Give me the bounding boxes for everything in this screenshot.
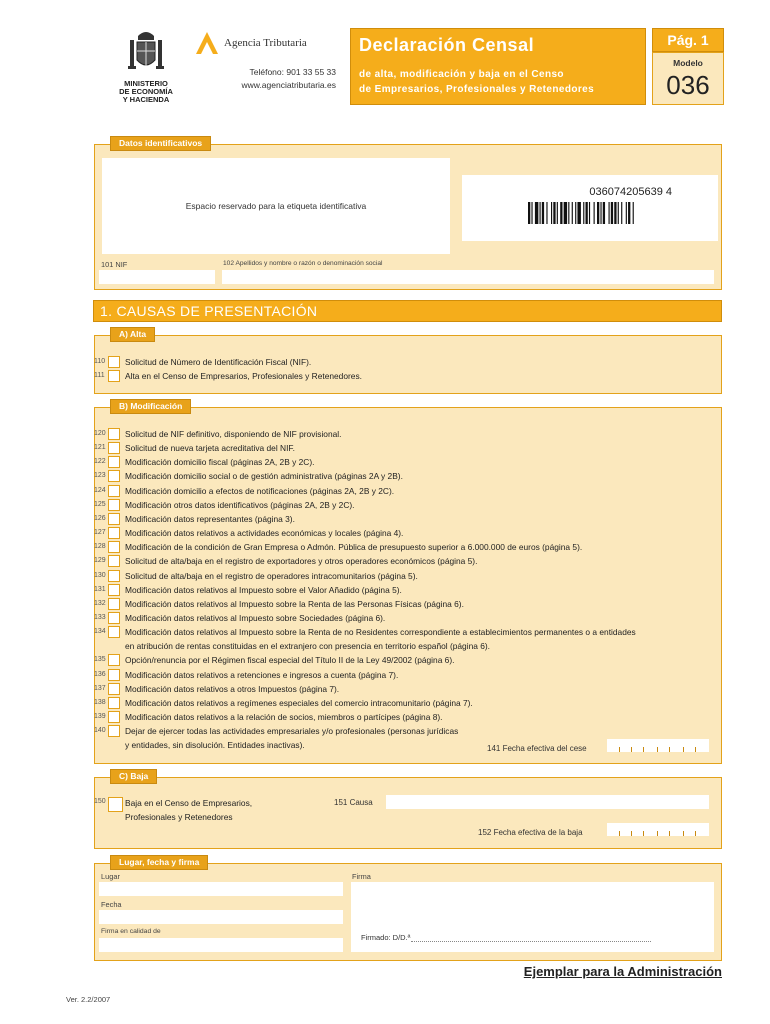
barcode-area (462, 175, 718, 241)
modificacion-checkbox[interactable] (108, 570, 120, 582)
barcode-bar (583, 202, 584, 224)
modificacion-item-number: 133 (94, 613, 106, 621)
name-field[interactable] (222, 270, 714, 284)
version-label: Ver. 2.2/2007 (66, 995, 111, 1004)
calidad-label: Firma en calidad de (101, 928, 161, 935)
modificacion-item (94, 583, 714, 597)
modificacion-item (94, 597, 714, 611)
modificacion-checkbox[interactable] (108, 683, 120, 695)
label-reserved-area (102, 158, 450, 254)
firma-label: Firma (352, 872, 371, 881)
fecha-baja-field[interactable] (607, 823, 709, 836)
modificacion-item (94, 455, 714, 469)
page-number-badge (652, 28, 724, 52)
modificacion-checkbox[interactable] (108, 470, 120, 482)
modificacion-checkbox[interactable] (108, 428, 120, 440)
modificacion-checkbox[interactable] (108, 669, 120, 681)
agency-phone: Teléfono: 901 33 55 33 (249, 67, 336, 77)
modificacion-item-number: 134 (94, 628, 106, 636)
modificacion-item (94, 611, 714, 625)
modificacion-checkbox[interactable] (108, 555, 120, 567)
modificacion-item-number: 131 (94, 585, 106, 593)
barcode-bar (609, 202, 610, 224)
modificacion-item-number: 128 (94, 543, 106, 551)
barcode-bar (575, 202, 576, 224)
alta-item (94, 355, 714, 369)
barcode-bar (564, 202, 567, 224)
barcode-bar (531, 202, 532, 224)
modificacion-checkbox[interactable] (108, 711, 120, 723)
barcode-bar (586, 202, 588, 224)
modificacion-item-number: 137 (94, 684, 106, 692)
modificacion-item-number: 132 (94, 599, 106, 607)
modificacion-item-number: 139 (94, 713, 106, 720)
barcode-bar (535, 202, 538, 224)
causa-field[interactable] (386, 795, 709, 809)
barcode-bar (528, 202, 530, 224)
modificacion-item-text: y entidades, sin disolución. Entidades inactivas). (125, 740, 305, 751)
datos-identificativos-tab: Datos identificativos (110, 136, 211, 151)
modificacion-item-number: 120 (94, 430, 106, 437)
ministry-name: MINISTERIO DE ECONOMÍA Y HACIENDA (119, 79, 173, 104)
barcode-bar (542, 202, 544, 224)
modificacion-item-text: Opción/renuncia por el Régimen fiscal especial del Título II de la Ley 49/2002 (página 6). (125, 655, 455, 666)
alta-item-number: 111 (94, 372, 105, 380)
alta-tab: A) Alta (110, 327, 155, 342)
baja-text-line1: Baja en el Censo de Empresarios, (125, 798, 253, 808)
fecha-label: Fecha (101, 900, 122, 909)
baja-text-line2: Profesionales y Retenedores (125, 812, 233, 822)
barcode-bar (546, 202, 547, 224)
barcode-bar (600, 202, 601, 224)
modificacion-item-text: Solicitud de alta/baja en el registro de operadores intracomunitarios (página 5). (125, 570, 418, 581)
barcode-bar (557, 202, 558, 224)
modificacion-tab: B) Modificación (110, 399, 191, 414)
modificacion-checkbox[interactable] (108, 527, 120, 539)
agencia-tributaria-logo (194, 30, 220, 56)
barcode-bar (577, 202, 580, 224)
barcode-bar (628, 202, 630, 224)
modificacion-item-text: Solicitud de nueva tarjeta acreditativa del NIF. (125, 443, 295, 454)
lugar-field[interactable] (99, 882, 343, 896)
label-reserved-text: Espacio reservado para la etiqueta identificativa (185, 201, 367, 211)
modificacion-item-text: Modificación domicilio fiscal (páginas 2A, 2B y 2C). (125, 457, 315, 468)
form-title-box (350, 28, 646, 105)
modificacion-item (94, 512, 714, 526)
ejemplar-label: Ejemplar para la Administración (523, 964, 722, 979)
barcode-bar (621, 202, 622, 224)
modificacion-item-text: Modificación de la condición de Gran Empresa o Admón. Pública de presupuesto superior a 6.000.000 de euros (página 5). (125, 542, 583, 553)
modificacion-item-text: Modificación datos relativos al Impuesto sobre la Renta de las Personas Físicas (página 6). (125, 598, 464, 609)
modificacion-item-text: en atribución de rentas constituidas en el extranjero con presencia en territorio español (página 6). (125, 641, 490, 652)
firma-tab: Lugar, fecha y firma (110, 855, 208, 870)
barcode-bar (540, 202, 541, 224)
lugar-label: Lugar (101, 872, 120, 881)
modificacion-checkbox[interactable] (108, 697, 120, 709)
barcode-bar (551, 202, 552, 224)
modificacion-checkbox[interactable] (108, 513, 120, 525)
ministry-logo (108, 26, 184, 110)
modificacion-item (94, 554, 714, 568)
modificacion-item-text: Modificación datos relativos al Impuesto sobre la Renta de no Residentes correspondiente a establecimientos permanentes o a entidades (125, 627, 636, 638)
modificacion-item-text: Modificación datos relativos al Impuesto sobre Sociedades (página 6). (125, 612, 386, 623)
modificacion-checkbox[interactable] (108, 654, 120, 666)
agency-name: Agencia Tributaria (224, 37, 307, 49)
fecha-field[interactable] (99, 910, 343, 924)
modificacion-item-text: Modificación datos relativos a regímenes especiales del comercio intracomunitario (página 7). (125, 697, 473, 708)
barcode-bar (589, 202, 590, 224)
modificacion-item (94, 682, 714, 696)
modificacion-item-number: 122 (94, 458, 106, 466)
section-1-title: 1. CAUSAS DE PRESENTACIÓN (100, 303, 318, 319)
barcode-bar (568, 202, 569, 224)
form-title: Declaración Censal (359, 35, 535, 55)
modificacion-checkbox[interactable] (108, 442, 120, 454)
modificacion-item (94, 540, 714, 554)
barcode-bar (626, 202, 627, 224)
modificacion-item-number: 125 (94, 500, 106, 508)
fecha-cese-field[interactable] (607, 739, 709, 752)
modificacion-item (94, 653, 714, 667)
modificacion-item (94, 526, 714, 540)
modificacion-checkbox[interactable] (108, 541, 120, 553)
modificacion-item-text: Modificación datos representantes (página 3). (125, 513, 295, 524)
form-subtitle-line2: de Empresarios, Profesionales y Retenedores (359, 84, 595, 95)
name-label: 102 Apellidos y nombre o razón o denominación social (223, 260, 383, 267)
modificacion-item-text: Modificación datos relativos a retenciones e ingresos a cuenta (página 7). (125, 669, 399, 680)
fecha-baja-label: 152 Fecha efectiva de la baja (478, 828, 583, 837)
firmado-label: Firmado: D/D.ª (361, 933, 411, 942)
barcode-bar (614, 202, 616, 224)
modificacion-item-text: Modificación domicilio social o de gestión administrativa (páginas 2A y 2B). (125, 471, 403, 482)
modificacion-item (94, 498, 714, 512)
modelo-label: Modelo (673, 58, 703, 68)
barcode-bar (553, 202, 555, 224)
modificacion-item-number: 130 (94, 571, 106, 579)
causa-label: 151 Causa (334, 798, 373, 807)
modificacion-item (94, 625, 714, 639)
page-number: Pág. 1 (667, 32, 709, 48)
alta-item-text: Alta en el Censo de Empresarios, Profesionales y Retenedores. (125, 371, 362, 382)
modificacion-checkbox[interactable] (108, 626, 120, 638)
barcode-bar (597, 202, 599, 224)
modificacion-item-number: 136 (94, 670, 106, 678)
alta-checkbox[interactable] (108, 370, 120, 382)
modificacion-item (94, 569, 714, 583)
modificacion-item-number: 140 (94, 727, 106, 735)
modelo-number: 036 (666, 70, 710, 100)
modificacion-item (94, 469, 714, 483)
barcode-bar (560, 202, 562, 224)
modificacion-item-number: 121 (94, 444, 106, 452)
modificacion-item (94, 441, 714, 455)
barcode-bar (572, 202, 573, 224)
agency-website: www.agenciatributaria.es (241, 80, 336, 90)
barcode-bar (594, 202, 595, 224)
barcode (528, 202, 668, 224)
modificacion-checkbox[interactable] (108, 456, 120, 468)
baja-checkbox[interactable] (108, 797, 123, 812)
modificacion-checkbox[interactable] (108, 598, 120, 610)
barcode-bar (603, 202, 605, 224)
barcode-bar (618, 202, 619, 224)
calidad-field[interactable] (99, 938, 343, 952)
modificacion-item-number: 138 (94, 698, 106, 706)
firmado-line (411, 941, 651, 942)
form-subtitle-line1: de alta, modificación y baja en el Censo (359, 69, 564, 80)
modificacion-item-text: Solicitud de alta/baja en el registro de exportadores y otros operadores económicos (página 5). (125, 556, 478, 567)
modificacion-item-text: Modificación domicilio a efectos de notificaciones (páginas 2A, 2B y 2C). (125, 485, 395, 496)
modificacion-item (94, 710, 714, 724)
firma-field[interactable] (351, 882, 714, 952)
modificacion-item-text: Modificación datos relativos a la relación de socios, miembros o partícipes (página 8). (125, 712, 443, 722)
modificacion-checkbox[interactable] (108, 485, 120, 497)
modificacion-checkbox[interactable] (108, 584, 120, 596)
baja-tab: C) Baja (110, 769, 157, 784)
nif-field[interactable] (99, 270, 215, 284)
modificacion-item (94, 639, 714, 653)
modificacion-item-number: 129 (94, 557, 106, 565)
modificacion-item-number: 126 (94, 514, 106, 522)
modificacion-item-text: Dejar de ejercer todas las actividades empresariales y/o profesionales (personas jurídicas (125, 726, 459, 737)
alta-checkbox[interactable] (108, 356, 120, 368)
modificacion-item (94, 484, 714, 498)
section-1-header (93, 300, 722, 322)
nif-label: 101 NIF (101, 260, 128, 269)
barcode-number: 036074205639 4 (589, 186, 672, 198)
modificacion-checkbox[interactable] (108, 499, 120, 511)
modificacion-checkbox[interactable] (108, 612, 120, 624)
modificacion-item-number: 123 (94, 472, 106, 480)
modificacion-item-text: Modificación datos relativos a otros Impuestos (página 7). (125, 683, 340, 694)
modelo-box (652, 52, 724, 105)
alta-item (94, 369, 714, 383)
modificacion-item-number: 124 (94, 486, 106, 494)
barcode-bar (633, 202, 634, 224)
modificacion-item-text: Modificación datos relativos a actividades económicas y locales (página 4). (125, 528, 404, 539)
barcode-bar (611, 202, 613, 224)
modificacion-checkbox[interactable] (108, 725, 120, 737)
modificacion-item (94, 696, 714, 710)
coat-of-arms-icon (126, 26, 166, 76)
modificacion-item (94, 724, 714, 738)
modificacion-item (94, 668, 714, 682)
modificacion-item-text: Modificación datos relativos al Impuesto sobre el Valor Añadido (página 5). (125, 584, 402, 595)
alta-item-text: Solicitud de Número de Identificación Fiscal (NIF). (125, 357, 312, 367)
baja-item-number: 150 (94, 798, 106, 805)
modificacion-item-text: Modificación otros datos identificativos (páginas 2A, 2B y 2C). (125, 499, 355, 510)
modificacion-item-number: 127 (94, 529, 106, 537)
fecha-cese-label: 141 Fecha efectiva del cese (487, 744, 587, 753)
modificacion-item-number: 135 (94, 656, 106, 664)
modificacion-item (94, 427, 714, 441)
alta-item-number: 110 (94, 358, 106, 365)
modificacion-item-text: Solicitud de NIF definitivo, disponiendo de NIF provisional. (125, 429, 342, 439)
baja-item (94, 797, 324, 827)
